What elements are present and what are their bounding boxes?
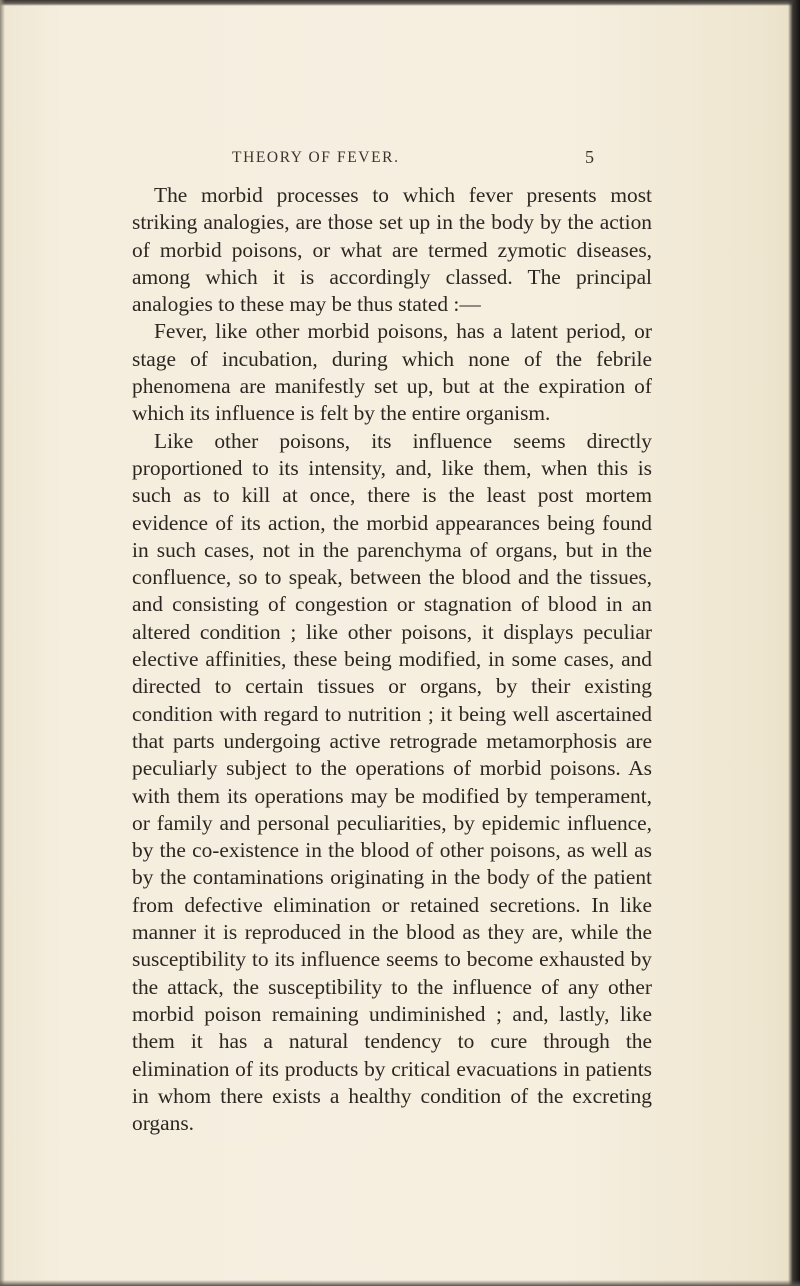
page-top-edge [0,0,800,6]
paragraph-analogies: Like other poisons, its influence seems directly proportioned to its intensity, and, like them, when this is such as to kill at once, there is the least post mortem evidence of its action, the morbid appearances being found in such cases, not in the parenchyma of organs, but in the confluence, so to speak, between the blood and the tissues, and consisting of congestion or stagnation of blood in an altered condition ; like other poisons, it displays peculiar elective affinities, these being modified, in some cases, and directed to certain tissues or organs, by their existing condition with regard to nutrition ; it being well ascertained that parts undergoing active retrograde metamorphosis are peculiarly subject to the operations of morbid poisons. As with them its operations may be modified by temperament, or family and personal peculiarities, by epidemic influence, by the co-existence in the blood of other poisons, as well as by the contaminations originating in the body of the patient from defective elimination or retained secretions. In like manner it is reproduced in the blood as they are, while the susceptibility to its influence seems to become exhausted by the attack, the susceptibility to the influence of any other morbid poison remaining undiminished ; and, lastly, like them it has a natural tendency to cure through the elimination of its products by critical evacuations in patients in whom there exists a healthy condition of the excreting organs. [132,428,652,1136]
page-binding-edge [788,0,800,1286]
running-head [232,149,594,173]
page-bottom-edge [0,1280,800,1286]
paragraph-intro: The morbid processes to which fever presents most striking analogies, are those set up in the body by the action of morbid poisons, or what are termed zymotic diseases, among which it is accordingly classed. The principal analogies to these may be thus stated :— [132,183,652,317]
page-left-edge [0,0,5,1286]
paragraph-latent-period: Fever, like other morbid poisons, has a latent period, or stage of incubation, during which none of the febrile phenomena are manifestly set up, but at the expiration of which its influence is felt by the entire organism. [132,319,652,426]
body-text [132,182,652,1137]
running-head-title: THEORY OF FEVER. [232,149,400,166]
page-number: 5 [585,147,594,167]
